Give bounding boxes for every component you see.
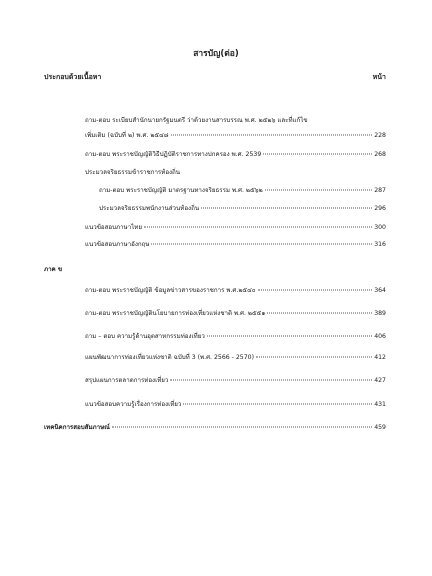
section-heading: ภาค ข [44, 266, 63, 273]
toc-entry-title: แนวข้อสอบภาษาไทย [85, 224, 142, 231]
toc-entry-title: ถาม-ตอบ พระราชบัญญัติ มาตรฐานทางจริยธรรม พ.ศ. ๒๕๖๒ [99, 187, 263, 194]
toc-entry-page: 406 [374, 333, 386, 340]
toc-entry-page: 459 [374, 424, 386, 431]
toc-subheading: ประมวลจริยธรรมข้าราชการท้องถิ่น [85, 169, 181, 176]
toc-entry [99, 205, 386, 213]
toc-entry-page: 316 [374, 241, 386, 248]
toc-entry [85, 401, 386, 409]
toc-entry [85, 310, 386, 318]
leader-dots [258, 290, 373, 291]
contents-header: ประกอบด้วยเนื้อหา [44, 73, 102, 81]
toc-entry-title: ถาม-ตอบ พระราชบัญญัติวิธีปฏิบัติราชการทางปกครอง พ.ศ. 2539 [85, 151, 262, 158]
leader-dots [171, 135, 373, 136]
toc-entry-page: 300 [374, 224, 386, 231]
leader-dots [263, 154, 372, 155]
toc-entry [85, 151, 386, 159]
toc-entry-page: 296 [374, 205, 386, 212]
toc-entry [85, 377, 386, 385]
toc-entry-page: 427 [374, 377, 386, 384]
toc-entry [85, 333, 386, 341]
leader-dots [183, 404, 372, 405]
page-column-header: หน้า [372, 73, 386, 81]
toc-entry-line: ถาม-ตอบ ระเบียบสำนักนายกรัฐมนตรี ว่าด้วยงานสารบรรณ พ.ศ. ๒๕๒๖ และที่แก้ไข [85, 117, 308, 124]
toc-entry-page: 389 [374, 310, 386, 317]
leader-dots [267, 313, 372, 314]
toc-entry-title: ถาม-ตอบ พระราชบัญญัตินโยบายการท่องเที่ยวแห่งชาติ พ.ศ. ๒๕๕๑ [85, 310, 266, 317]
toc-entry-title: ถาม-ตอบ พระราชบัญญัติ ข้อมูลข่าวสารของราชการ พ.ศ.๒๕๔๐ [85, 287, 256, 294]
leader-dots [265, 190, 373, 191]
toc-entry-page: 412 [374, 354, 386, 361]
toc-entry-title: ประมวลจริยธรรมพนักงานส่วนท้องถิ่น [99, 205, 200, 212]
toc-entry-page: 268 [374, 151, 386, 158]
toc-entry-page: 431 [374, 401, 386, 408]
toc-entry [85, 287, 386, 295]
toc-entry-title: แนวข้อสอบภาษาอังกฤษ [85, 241, 150, 248]
toc-entry-title: แผนพัฒนาการท่องเที่ยวแห่งชาติ ฉบับที่ 3 (พ.ศ. 2566 - 2570) [85, 354, 255, 361]
toc-entry-title: แนวข้อสอบความรู้เรื่องการท่องเที่ยว [85, 401, 182, 408]
toc-entry-page: 228 [374, 132, 386, 139]
toc-entry-title: สรุปแผนการตลาดการท่องเที่ยว [85, 377, 169, 384]
leader-dots [170, 380, 372, 381]
leader-dots [151, 244, 372, 245]
page-title: สารบัญ(ต่อ) [193, 49, 239, 59]
toc-entry-title: เพิ่มเติม (ฉบับที่ ๒) พ.ศ. ๒๕๔๘ [85, 132, 169, 139]
toc-entry [85, 224, 386, 232]
toc-entry [99, 187, 386, 195]
toc-entry-title: ถาม – ตอบ ความรู้ด้านอุตสาหกรรมท่องเที่ยว [85, 333, 205, 340]
toc-entry-title: เทคนิคการสอบสัมภาษณ์ [44, 424, 110, 431]
leader-dots [112, 427, 372, 428]
toc-entry [44, 424, 386, 432]
toc-entry-page: 364 [374, 287, 386, 294]
leader-dots [144, 227, 372, 228]
leader-dots [207, 336, 372, 337]
leader-dots [201, 208, 372, 209]
leader-dots [256, 357, 372, 358]
toc-entry [85, 241, 386, 249]
toc-entry [85, 354, 386, 362]
toc-entry-page: 287 [374, 187, 386, 194]
toc-entry [85, 132, 386, 140]
